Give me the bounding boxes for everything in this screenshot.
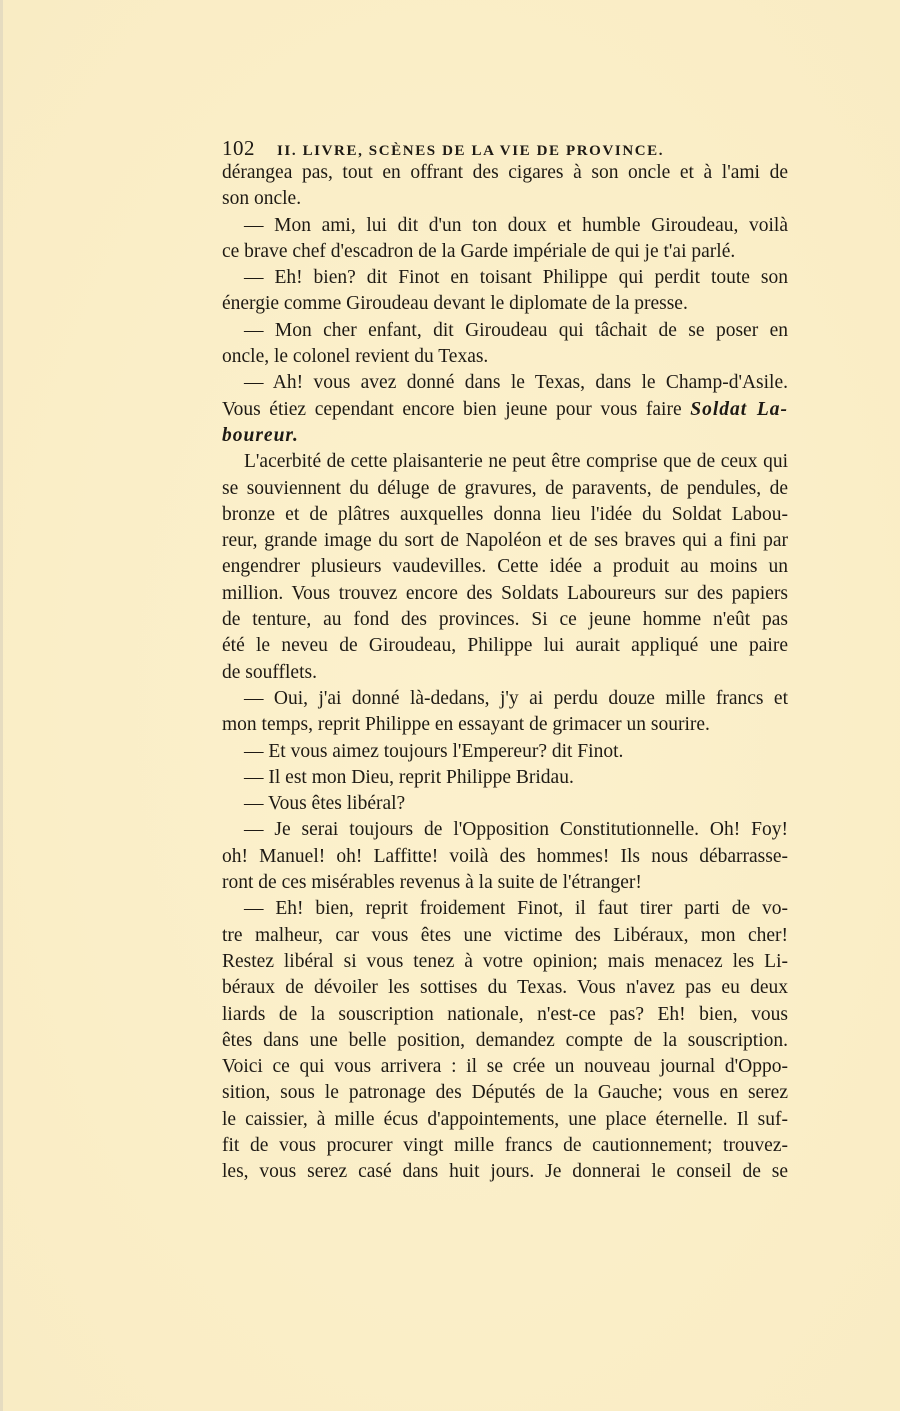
text-line xyxy=(222,554,788,580)
line-text: — Il est mon Dieu, reprit Philippe Bridau. xyxy=(244,766,574,788)
text-line xyxy=(222,265,788,291)
text-line xyxy=(222,975,788,1001)
line-text: son oncle. xyxy=(222,188,302,210)
text-line xyxy=(222,502,788,528)
line-text: mon temps, reprit Philippe en essayant de grimacer un sourire. xyxy=(222,714,710,736)
text-line xyxy=(222,213,788,239)
line-text: liards de la souscription nationale, n'est-ce pas? Eh! bien, vous xyxy=(222,1003,788,1025)
running-head xyxy=(222,136,788,162)
line-text: êtes dans une belle position, demandez compte de la souscription. xyxy=(222,1029,788,1051)
text-line xyxy=(222,844,788,870)
line-text: Vous étiez cependant encore bien jeune pour vous faire xyxy=(222,398,691,420)
line-text: — Oui, j'ai donné là-dedans, j'y ai perdu douze mille francs et xyxy=(244,687,788,709)
line-text: de soufflets. xyxy=(222,661,317,683)
text-line xyxy=(222,239,788,265)
text-line xyxy=(222,1159,788,1185)
line-text: L'acerbité de cette plaisanterie ne peut être comprise que de ceux qui xyxy=(244,451,788,473)
text-line xyxy=(222,1133,788,1159)
text-line xyxy=(222,607,788,633)
text-line xyxy=(222,817,788,843)
text-line xyxy=(222,686,788,712)
line-text: million. Vous trouvez encore des Soldats Laboureurs sur des papiers xyxy=(222,582,788,604)
line-text: Restez libéral si vous tenez à votre opinion; mais menacez les Li- xyxy=(222,950,788,972)
line-text: — Eh! bien, reprit froidement Finot, il faut tirer parti de vo- xyxy=(244,898,788,920)
line-text: oncle, le colonel revient du Texas. xyxy=(222,346,489,368)
line-text: énergie comme Giroudeau devant le diplomate de la presse. xyxy=(222,293,688,315)
body-text xyxy=(222,160,788,1186)
line-text: ce brave chef d'escadron de la Garde impériale de qui je t'ai parlé. xyxy=(222,240,736,262)
text-line xyxy=(222,1054,788,1080)
italic-text: boureur. xyxy=(222,424,299,446)
text-line xyxy=(222,791,788,817)
line-text: — Mon cher enfant, dit Giroudeau qui tâchait de se poser en xyxy=(244,319,788,341)
text-line xyxy=(222,923,788,949)
line-text: — Et vous aimez toujours l'Empereur? dit Finot. xyxy=(244,740,624,762)
line-text: Voici ce qui vous arrivera : il se crée un nouveau journal d'Oppo- xyxy=(222,1056,788,1078)
line-text: été le neveu de Giroudeau, Philippe lui aurait appliqué une paire xyxy=(222,635,788,657)
text-line xyxy=(222,476,788,502)
line-text: se souviennent du déluge de gravures, de paravents, de pendules, de xyxy=(222,477,788,499)
line-text: sition, sous le patronage des Députés de la Gauche; vous en serez xyxy=(222,1082,788,1104)
text-line xyxy=(222,370,788,396)
text-line xyxy=(222,870,788,896)
text-line xyxy=(222,528,788,554)
line-text: — Vous êtes libéral? xyxy=(244,793,406,815)
line-text: — Je serai toujours de l'Opposition Constitutionnelle. Oh! Foy! xyxy=(244,819,788,841)
text-line xyxy=(222,765,788,791)
text-line xyxy=(222,160,788,186)
line-text: de tenture, au fond des provinces. Si ce jeune homme n'eût pas xyxy=(222,609,788,631)
text-line xyxy=(222,344,788,370)
text-line xyxy=(222,186,788,212)
line-text: ront de ces misérables revenus à la suite de l'étranger! xyxy=(222,872,642,894)
line-text: engendrer plusieurs vaudevilles. Cette idée a produit au moins un xyxy=(222,556,788,578)
text-line xyxy=(222,581,788,607)
text-line xyxy=(222,1107,788,1133)
text-line xyxy=(222,397,788,423)
text-line xyxy=(222,1002,788,1028)
text-line xyxy=(222,1080,788,1106)
text-line xyxy=(222,423,788,449)
line-text: — Eh! bien? dit Finot en toisant Philippe qui perdit toute son xyxy=(244,267,788,289)
text-line xyxy=(222,291,788,317)
line-text: tre malheur, car vous êtes une victime des Libéraux, mon cher! xyxy=(222,924,788,946)
line-text: — Mon ami, lui dit d'un ton doux et humble Giroudeau, voilà xyxy=(244,214,788,236)
text-line xyxy=(222,633,788,659)
text-line xyxy=(222,318,788,344)
line-text: le caissier, à mille écus d'appointements, une place éternelle. Il suf- xyxy=(222,1108,788,1130)
line-text: les, vous serez casé dans huit jours. Je donnerai le conseil de se xyxy=(222,1161,788,1183)
line-text: oh! Manuel! oh! Laffitte! voilà des hommes! Ils nous débarrasse- xyxy=(222,845,788,867)
text-line xyxy=(222,949,788,975)
line-text: béraux de dévoiler les sottises du Texas. Vous n'avez pas eu deux xyxy=(222,977,788,999)
text-line xyxy=(222,660,788,686)
running-title: II. LIVRE, SCÈNES DE LA VIE DE PROVINCE. xyxy=(277,143,665,159)
line-text: reur, grande image du sort de Napoléon et de ses braves qui a fini par xyxy=(222,530,788,552)
text-line xyxy=(222,739,788,765)
line-text: — Ah! vous avez donné dans le Texas, dans le Champ-d'Asile. xyxy=(244,372,788,394)
text-line xyxy=(222,1028,788,1054)
line-text: dérangea pas, tout en offrant des cigares à son oncle et à l'ami de xyxy=(222,162,788,183)
text-line xyxy=(222,449,788,475)
page-number: 102 xyxy=(222,136,255,160)
line-text: bronze et de plâtres auxquelles donna lieu l'idée du Soldat Labou- xyxy=(222,503,788,525)
italic-text: Soldat La- xyxy=(690,398,788,420)
line-text: fit de vous procurer vingt mille francs de cautionnement; trouvez- xyxy=(222,1134,788,1156)
text-line xyxy=(222,896,788,922)
text-line xyxy=(222,712,788,738)
